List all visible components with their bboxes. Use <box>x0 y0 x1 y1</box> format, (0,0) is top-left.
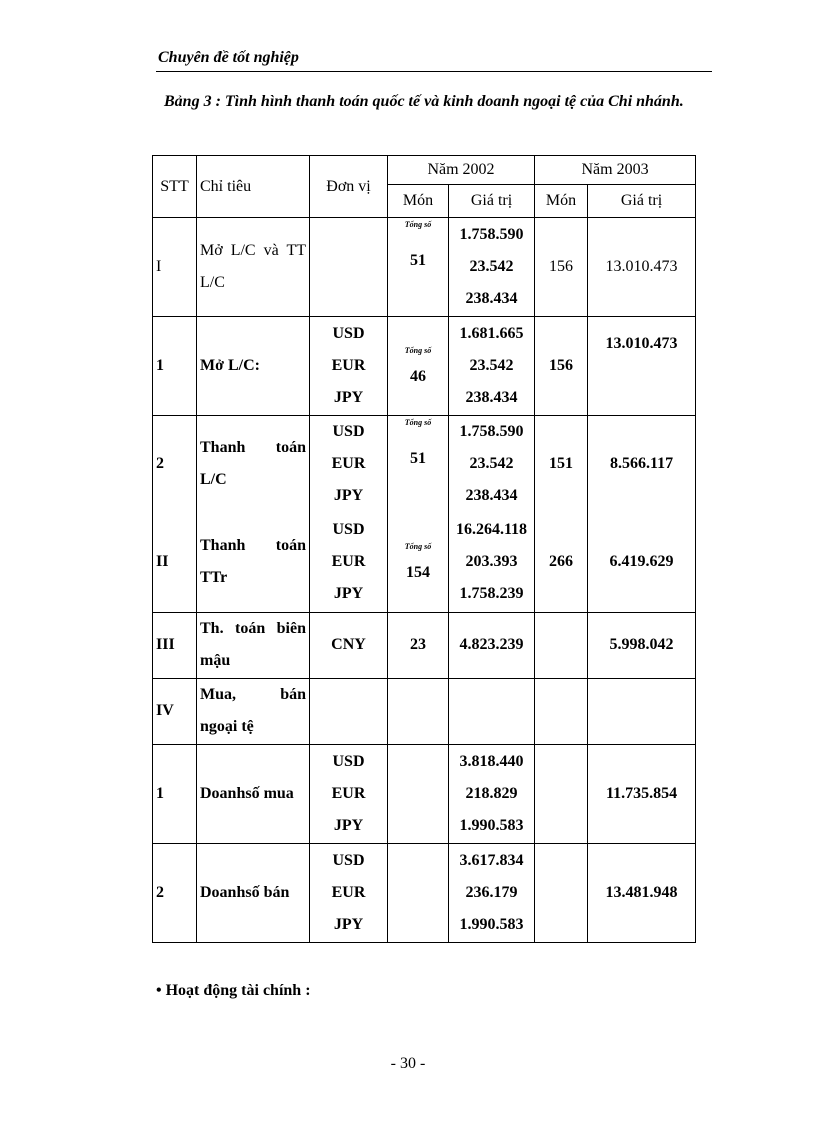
row-count-2003: 151 <box>535 416 588 513</box>
row-indicator: Doanhsố bán <box>197 843 310 942</box>
row-count-2002 <box>388 416 449 513</box>
value-line: 16.264.118 <box>455 520 528 538</box>
row-indicator: Thanh toán TTr <box>197 512 310 612</box>
row-count-2003: 156 <box>535 218 588 317</box>
document-header-title: Chuyên đề tốt nghiệp <box>158 49 299 66</box>
value-line: 1.758.239 <box>459 584 524 602</box>
row-values-2002 <box>449 512 535 612</box>
row-indicator: Th. toán biên mậu <box>197 612 310 678</box>
row-unit <box>310 678 388 744</box>
table-row <box>153 843 696 942</box>
row-count-2003: 156 <box>535 317 588 416</box>
total-note: Tổng số <box>404 541 432 551</box>
total-note: Tổng số <box>404 346 432 355</box>
count-value: 51 <box>410 252 426 269</box>
header-year-2002: Năm 2002 <box>388 156 535 185</box>
value-line: 218.829 <box>465 784 518 802</box>
count-value: 51 <box>410 450 426 467</box>
table-caption: Bảng 3 : Tình hình thanh toán quốc tế và kinh doanh ngoại tệ của Chi nhánh. <box>164 93 684 110</box>
header-indicator: Chỉ tiêu <box>197 156 310 218</box>
row-count-2002 <box>388 317 449 416</box>
row-count-2002 <box>388 843 449 942</box>
row-units <box>310 744 388 843</box>
table-row <box>153 744 696 843</box>
header-value-2003: Giá trị <box>588 185 696 218</box>
unit-line: JPY <box>333 816 364 834</box>
table-row <box>153 678 696 744</box>
row-count-2003 <box>535 744 588 843</box>
value-line: 1.681.665 <box>459 325 524 342</box>
value-line: 3.818.440 <box>459 752 524 770</box>
table-row <box>153 218 696 317</box>
row-units <box>310 317 388 416</box>
row-units <box>310 512 388 612</box>
value-line: 203.393 <box>465 552 518 570</box>
row-units <box>310 843 388 942</box>
header-stt: STT <box>153 156 197 218</box>
unit-line: EUR <box>331 357 366 374</box>
row-indicator: Thanh toán L/C <box>197 416 310 513</box>
row-indicator: Mở L/C: <box>197 317 310 416</box>
unit-line: USD <box>332 851 365 869</box>
payment-table <box>152 155 696 943</box>
table-row <box>153 612 696 678</box>
unit-line: USD <box>332 325 365 342</box>
row-count-2002 <box>388 218 449 317</box>
row-stt: 2 <box>153 843 197 942</box>
total-note: Tổng số <box>404 418 432 427</box>
header-count-2002: Món <box>388 185 449 218</box>
value-line: 23.542 <box>469 455 514 472</box>
table-row <box>153 317 696 416</box>
value-line: 3.617.834 <box>459 851 524 869</box>
unit-line: USD <box>332 520 365 538</box>
row-stt: 1 <box>153 744 197 843</box>
row-values-2002 <box>449 416 535 513</box>
row-count-2003 <box>535 678 588 744</box>
row-values-2002 <box>449 218 535 317</box>
row-stt: 1 <box>153 317 197 416</box>
unit-line: USD <box>332 423 365 440</box>
row-stt: I <box>153 218 197 317</box>
unit-line: JPY <box>333 487 364 504</box>
row-value-2003: 13.010.473 <box>588 218 696 317</box>
header-divider <box>156 71 712 72</box>
value-line: 1.990.583 <box>459 816 524 834</box>
row-indicator: Mở L/C và TT L/C <box>197 218 310 317</box>
row-values-2002 <box>449 744 535 843</box>
row-stt: II <box>153 512 197 612</box>
row-count-2003 <box>535 612 588 678</box>
row-stt: III <box>153 612 197 678</box>
row-values-2002 <box>449 843 535 942</box>
row-count-2003: 266 <box>535 512 588 612</box>
row-count-2002: 23 <box>388 612 449 678</box>
table-row <box>153 512 696 612</box>
row-value-2003: 11.735.854 <box>588 744 696 843</box>
header-year-2003: Năm 2003 <box>535 156 696 185</box>
section-heading: • Hoạt động tài chính : <box>156 982 311 999</box>
row-value-2003: 13.481.948 <box>588 843 696 942</box>
unit-line: USD <box>332 752 365 770</box>
row-value-2003: 6.419.629 <box>588 512 696 612</box>
unit-line: EUR <box>331 552 366 570</box>
row-stt: IV <box>153 678 197 744</box>
value-line: 1.758.590 <box>459 423 524 440</box>
value-line: 23.542 <box>469 357 514 374</box>
row-unit <box>310 218 388 317</box>
value-line: 238.434 <box>465 389 518 406</box>
value-line: 23.542 <box>469 258 514 275</box>
row-count-2003 <box>535 843 588 942</box>
unit-line: EUR <box>331 784 366 802</box>
row-units <box>310 416 388 513</box>
header-unit: Đơn vị <box>310 156 388 218</box>
row-value-2003 <box>588 678 696 744</box>
row-unit: CNY <box>310 612 388 678</box>
unit-line: EUR <box>331 883 366 901</box>
table-row <box>153 416 696 513</box>
unit-line: EUR <box>331 455 366 472</box>
header-count-2003: Món <box>535 185 588 218</box>
value-line: 1.990.583 <box>459 915 524 933</box>
unit-line: JPY <box>333 584 364 602</box>
row-count-2002 <box>388 744 449 843</box>
row-value-2003: 8.566.117 <box>588 416 696 513</box>
table-header-row <box>153 156 696 185</box>
value-line: 238.434 <box>465 487 518 504</box>
unit-line: JPY <box>333 915 364 933</box>
page-number: - 30 - <box>390 1055 426 1072</box>
header-value-2002: Giá trị <box>449 185 535 218</box>
row-stt: 2 <box>153 416 197 513</box>
row-indicator: Doanhsố mua <box>197 744 310 843</box>
unit-line: JPY <box>333 389 364 406</box>
value-line: 236.179 <box>465 883 518 901</box>
total-note: Tổng số <box>404 220 432 229</box>
row-indicator: Mua, bán ngoại tệ <box>197 678 310 744</box>
row-values-2002 <box>449 317 535 416</box>
row-value-2002: 4.823.239 <box>449 612 535 678</box>
value-line: 1.758.590 <box>459 226 524 243</box>
row-value-2003: 13.010.473 <box>588 317 696 416</box>
row-count-2002 <box>388 512 449 612</box>
count-value: 46 <box>410 368 426 385</box>
row-value-2002 <box>449 678 535 744</box>
count-value: 154 <box>406 563 430 581</box>
row-count-2002 <box>388 678 449 744</box>
row-value-2003: 5.998.042 <box>588 612 696 678</box>
value-line: 238.434 <box>465 290 518 307</box>
